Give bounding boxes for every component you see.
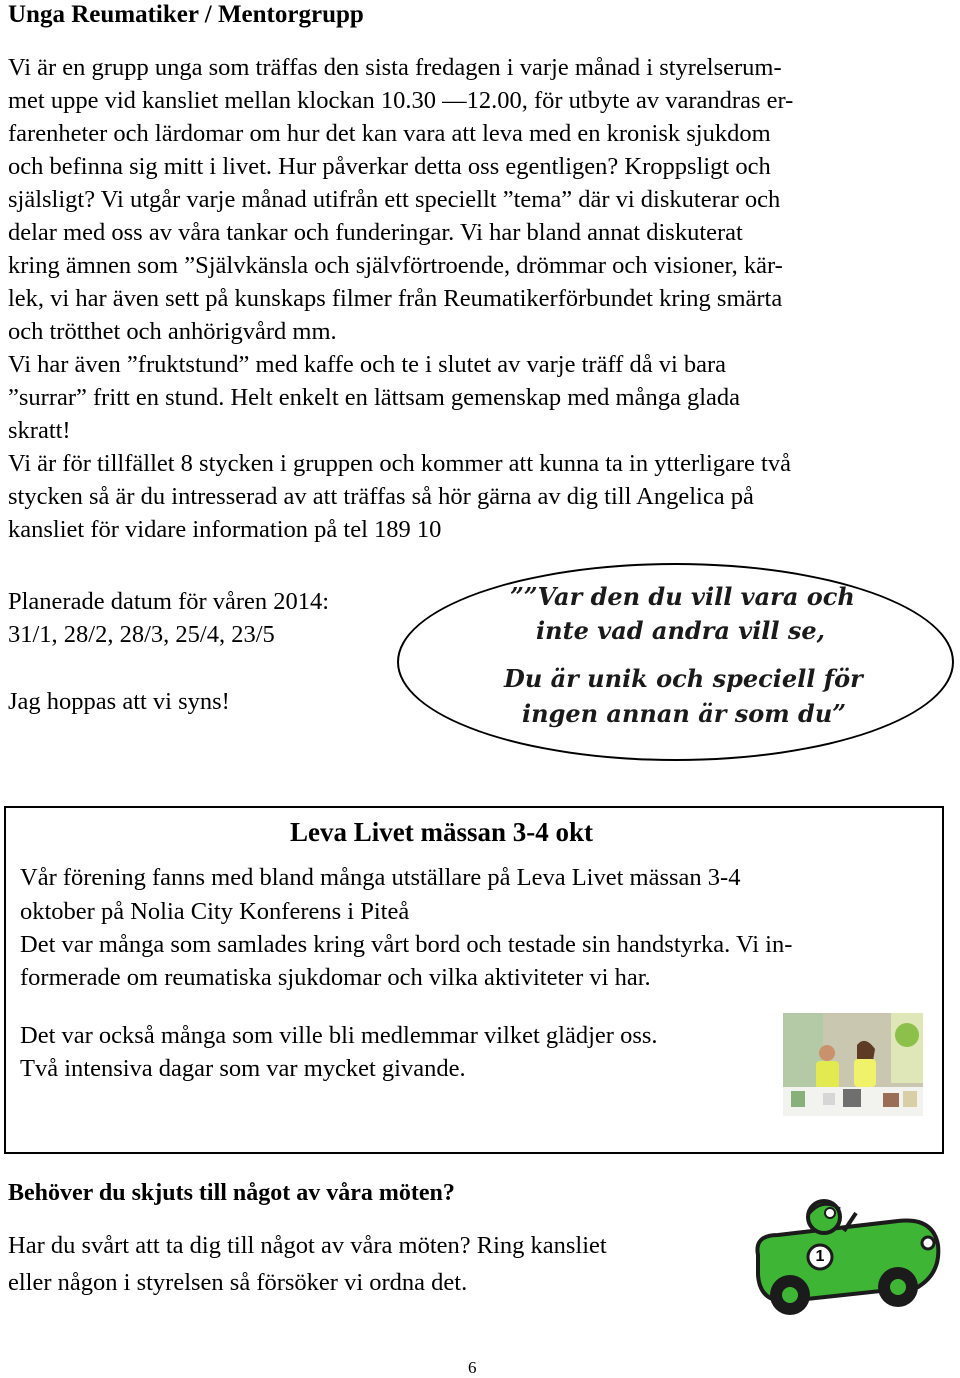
paragraph-line: met uppe vid kansliet mellan klockan 10.30 —12.00, för utbyte av varandras er- — [8, 87, 794, 114]
paragraph-line: kansliet för vidare information på tel 189 10 — [8, 516, 442, 543]
car-icon — [748, 1195, 944, 1323]
exhibition-photo — [783, 1013, 923, 1116]
box-paragraph-line: Det var också många som ville bli medlemmar vilket glädjer oss. — [20, 1022, 658, 1049]
box-paragraph-line: Det var många som samlades kring vårt bord och testade sin handstyrka. Vi in- — [20, 931, 793, 958]
section-heading-skjuts: Behöver du skjuts till något av våra möten? — [8, 1180, 455, 1206]
paragraph-line: farenheter och lärdomar om hur det kan vara att leva med en kronisk sjukdom — [8, 120, 771, 147]
paragraph-line: stycken så är du intresserad av att träffas så hör gärna av dig till Angelica på — [8, 483, 754, 510]
paragraph-line: Vi är en grupp unga som träffas den sista fredagen i varje månad i styrelserum- — [8, 54, 782, 81]
box-paragraph-line: Två intensiva dagar som var mycket givande. — [20, 1055, 466, 1082]
paragraph-line: Har du svårt att ta dig till något av våra möten? Ring kansliet — [8, 1232, 607, 1259]
page-number: 6 — [468, 1358, 477, 1377]
paragraph-line: kring ämnen som ”Självkänsla och självförtroende, drömmar och visioner, kär- — [8, 252, 783, 279]
quote-line: inte vad andra vill se, — [536, 616, 826, 645]
paragraph-line: Vi är för tillfället 8 stycken i gruppen och kommer att kunna ta in ytterligare två — [8, 450, 791, 477]
exhibition-photo-drawing — [783, 1013, 923, 1116]
quote-line: ””Var den du vill vara och — [510, 582, 855, 611]
box-paragraph-line: formerade om reumatiska sjukdomar och vilka aktiviteter vi har. — [20, 964, 651, 991]
planned-dates-label: Planerade datum för våren 2014: — [8, 588, 330, 615]
paragraph-line: och befinna sig mitt i livet. Hur påverkar detta oss egentligen? Kroppsligt och — [8, 153, 771, 180]
paragraph-line: själsligt? Vi utgår varje månad utifrån ett speciellt ”tema” där vi diskuterar och — [8, 186, 781, 213]
quote-line: ingen annan är som du” — [522, 699, 847, 728]
paragraph-line: lek, vi har även sett på kunskaps filmer från Reumatikerförbundet kring smärta — [8, 285, 783, 312]
car-illustration — [748, 1195, 944, 1323]
quote-line: Du är unik och speciell för — [504, 664, 863, 693]
paragraph-line: delar med oss av våra tankar och funderingar. Vi har bland annat diskuterat — [8, 219, 743, 246]
paragraph-line: skratt! — [8, 417, 71, 444]
paragraph-line: eller någon i styrelsen så försöker vi ordna det. — [8, 1269, 468, 1296]
paragraph-line: ”surrar” fritt en stund. Helt enkelt en lättsam gemenskap med många glada — [8, 384, 741, 411]
car-plate-number: 1 — [815, 1248, 825, 1265]
closing-line: Jag hoppas att vi syns! — [8, 688, 230, 715]
paragraph-line: Vi har även ”fruktstund” med kaffe och te i slutet av varje träff då vi bara — [8, 351, 727, 378]
section-heading-leva-livet: Leva Livet mässan 3-4 okt — [290, 817, 593, 847]
section-heading-mentorgrupp: Unga Reumatiker / Mentorgrupp — [8, 1, 364, 28]
planned-dates: 31/1, 28/2, 28/3, 25/4, 23/5 — [8, 621, 275, 648]
paragraph-line: och trötthet och anhörigvård mm. — [8, 318, 337, 345]
box-paragraph-line: oktober på Nolia City Konferens i Piteå — [20, 898, 410, 925]
box-paragraph-line: Vår förening fanns med bland många utställare på Leva Livet mässan 3-4 — [20, 864, 741, 891]
